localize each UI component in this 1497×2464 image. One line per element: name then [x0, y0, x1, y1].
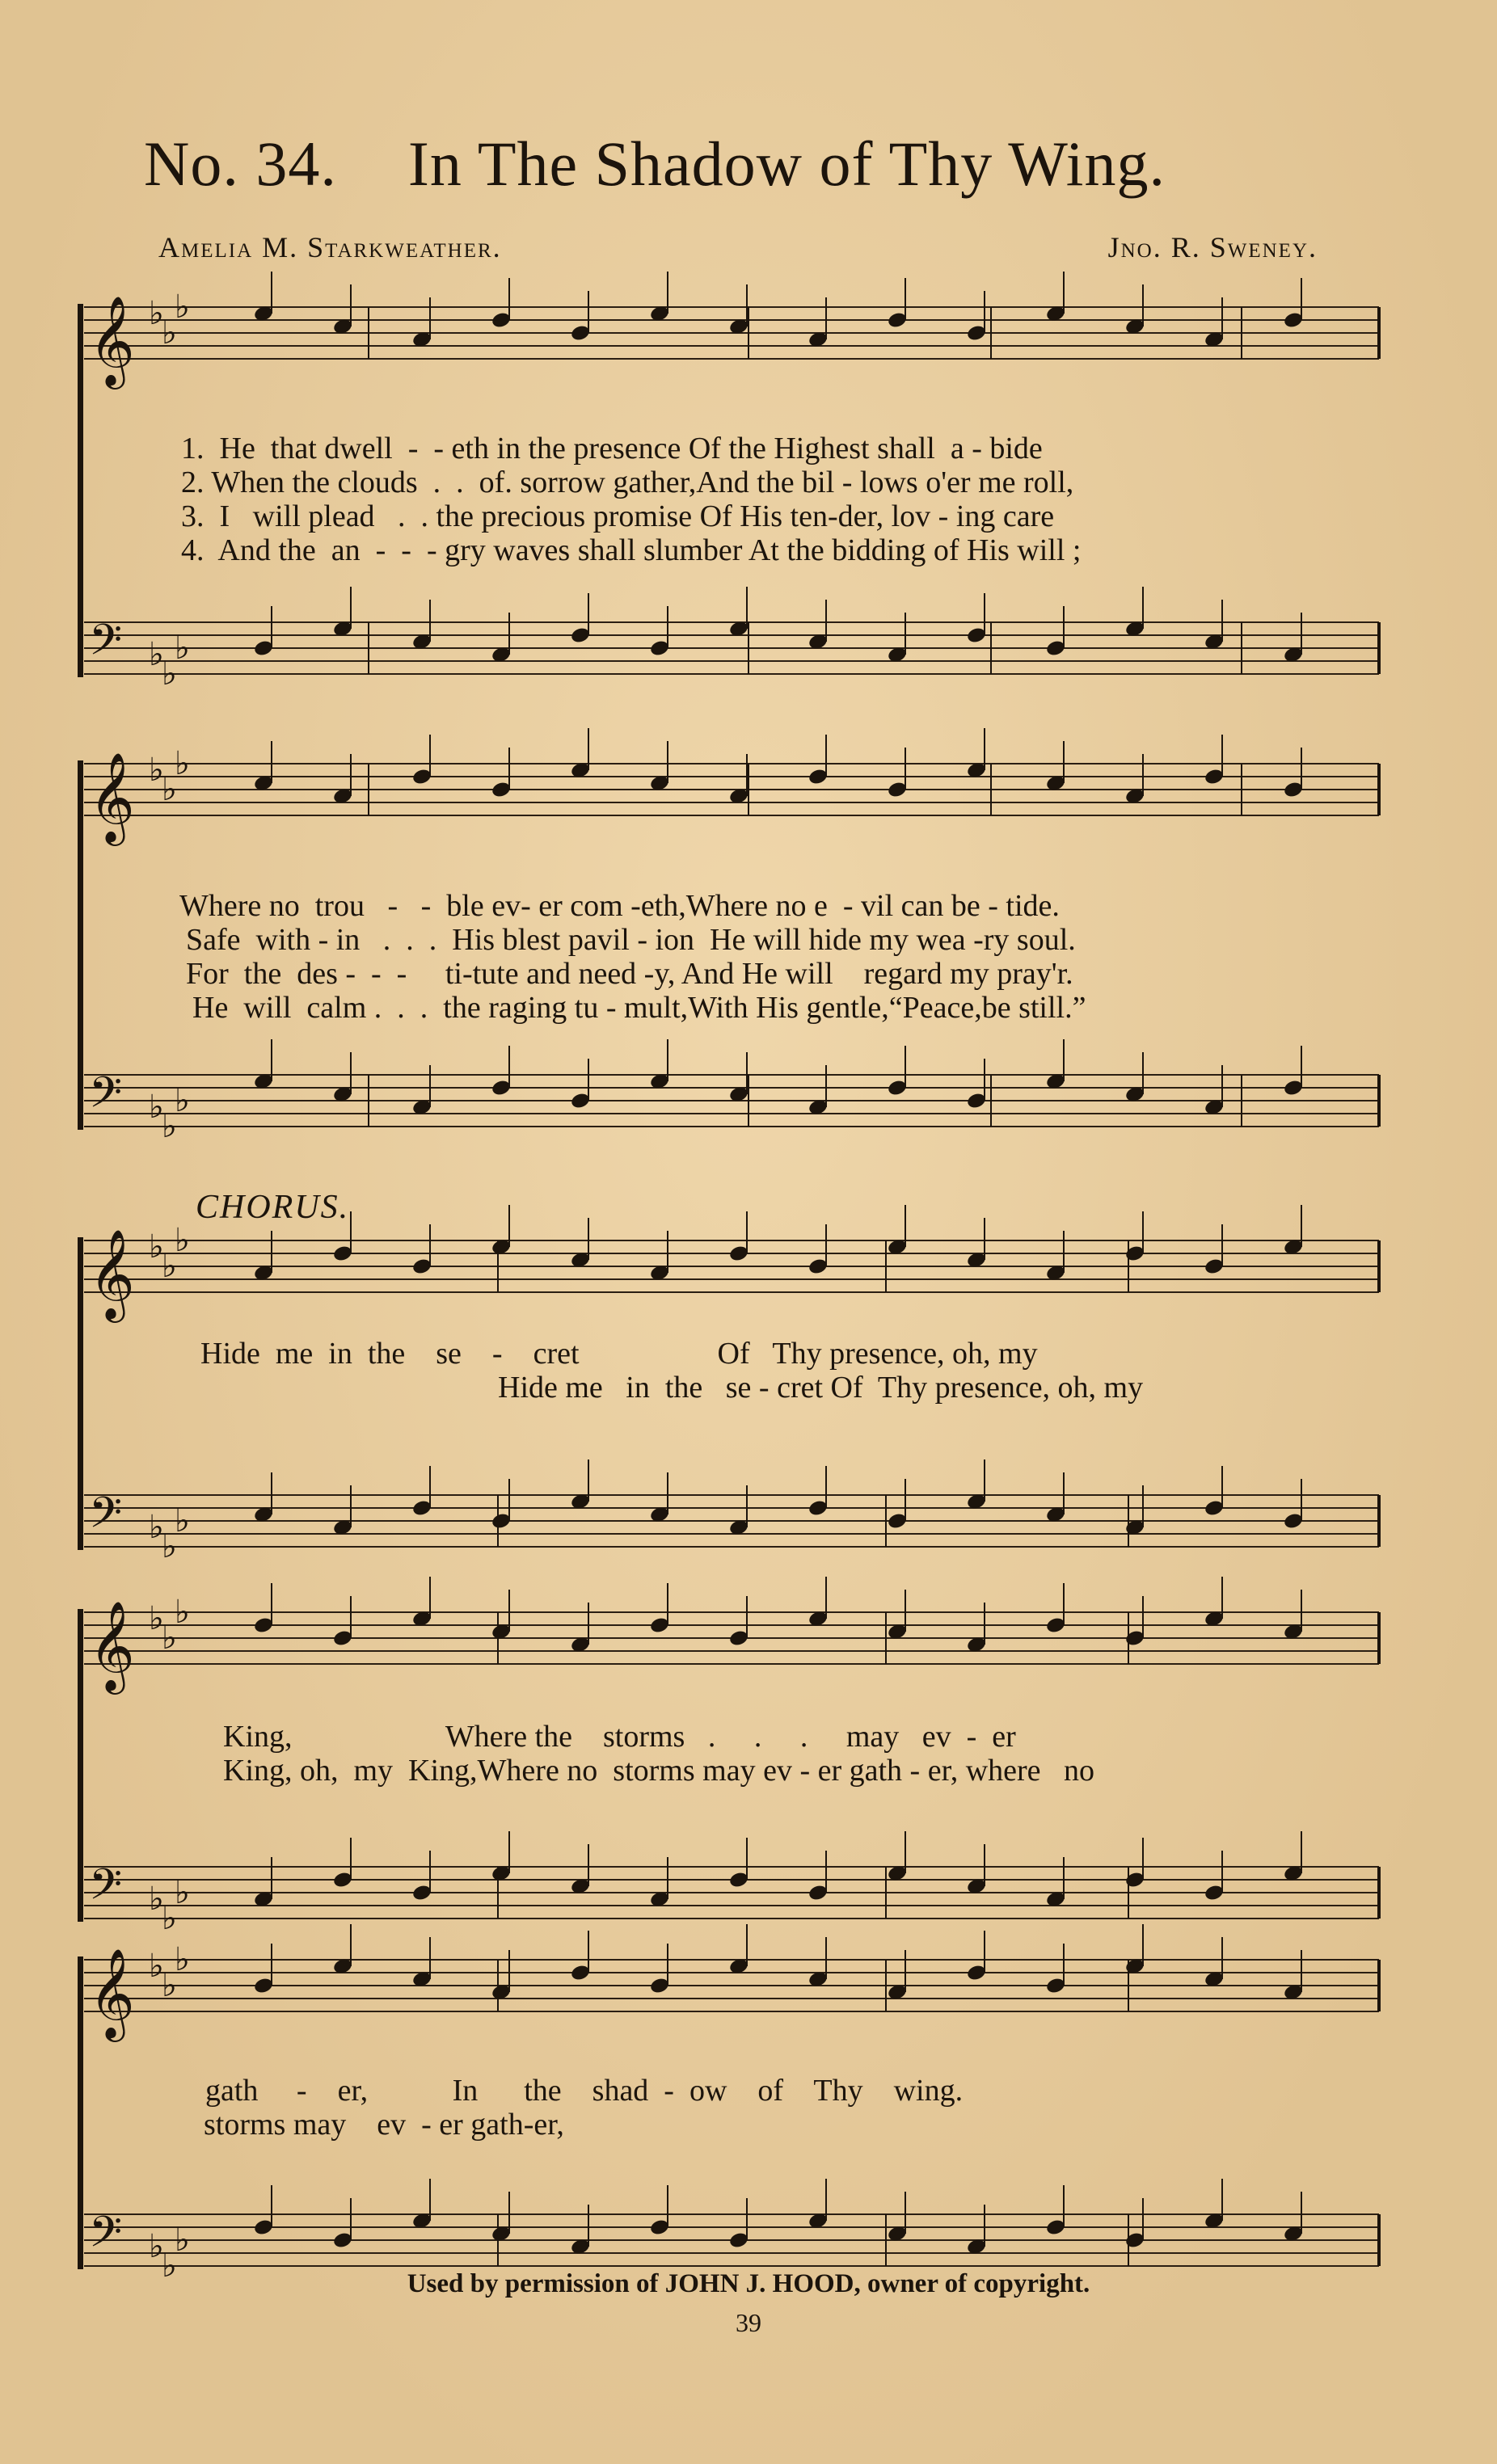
flat-icon: ♭ — [175, 1873, 190, 1911]
flat-icon: ♭ — [175, 1081, 190, 1119]
bass-clef-icon: 𝄢 — [89, 2208, 123, 2268]
bass-clef-icon: 𝄢 — [89, 1860, 123, 1920]
chorus-echo-2: King, oh, my King,Where no storms may ev - er gath - er, where no — [223, 1754, 1095, 1788]
hymn-title — [144, 128, 1166, 200]
flat-icon: ♭ — [149, 1228, 164, 1266]
hymn-number: No. 34. — [144, 128, 337, 199]
verse-line-4: 4. And the an - - - gry waves shall slumber At the bidding of His will ; — [181, 533, 1082, 567]
treble-clef-icon: 𝄞 — [89, 295, 135, 385]
flat-icon: ♭ — [162, 2247, 177, 2285]
flat-icon: ♭ — [162, 1899, 177, 1937]
chorus-lyric-1: Hide me in the se - cret Of Thy presence, oh, my — [200, 1337, 1038, 1371]
composer-credit: Jno. R. Sweney. — [1107, 231, 1318, 263]
flat-icon: ♭ — [162, 655, 177, 693]
verse-line-2: 2. When the clouds . . of. sorrow gather,And the bil - lows o'er me roll, — [181, 465, 1074, 499]
flat-icon: ♭ — [149, 1947, 164, 1985]
system-brace — [78, 760, 83, 1130]
treble-clef-icon: 𝄞 — [89, 1948, 135, 2038]
verse-line-5: Where no trou - - ble ev- er com -eth,Where no e - vil can be - tide. — [179, 889, 1060, 923]
flat-icon: ♭ — [149, 294, 164, 332]
flat-icon: ♭ — [162, 1619, 177, 1657]
verse-line-1: 1. He that dwell - - eth in the presence Of the Highest shall a - bide — [181, 432, 1043, 465]
verse-line-6: Safe with - in . . . His blest pavil - ion He will hide my wea -ry soul. — [186, 923, 1076, 957]
flat-icon: ♭ — [162, 1966, 177, 2004]
chorus-lyric-3: gath - er, In the shad - ow of Thy wing. — [205, 2074, 964, 2108]
treble-clef-icon: 𝄞 — [89, 1228, 135, 1319]
flat-icon: ♭ — [149, 635, 164, 673]
treble-clef-icon: 𝄞 — [89, 1600, 135, 1691]
page-number: 39 — [736, 2308, 761, 2337]
verse-line-7: For the des - - - ti-tute and need -y, And He will regard my pray'r. — [186, 957, 1073, 991]
chorus-echo-1: Hide me in the se - cret Of Thy presence, oh, my — [498, 1371, 1144, 1405]
flat-icon: ♭ — [162, 1107, 177, 1145]
hymn-title-text: In The Shadow of Thy Wing. — [407, 128, 1166, 199]
bass-clef-icon: 𝄢 — [89, 1489, 123, 1548]
flat-icon: ♭ — [175, 288, 190, 326]
chorus-echo-3: storms may ev - er gath-er, — [204, 2108, 564, 2142]
chorus-label: CHORUS. — [196, 1189, 350, 1226]
system-brace — [78, 1956, 83, 2269]
treble-clef-icon: 𝄞 — [89, 752, 135, 842]
flat-icon: ♭ — [175, 2221, 190, 2259]
flat-icon: ♭ — [149, 1508, 164, 1546]
flat-icon: ♭ — [175, 1221, 190, 1259]
flat-icon: ♭ — [162, 314, 177, 352]
system-brace — [78, 1609, 83, 1922]
flat-icon: ♭ — [175, 744, 190, 782]
flat-icon: ♭ — [149, 2227, 164, 2265]
flat-icon: ♭ — [175, 1502, 190, 1539]
flat-icon: ♭ — [149, 1088, 164, 1126]
flat-icon: ♭ — [149, 1599, 164, 1637]
flat-icon: ♭ — [149, 1880, 164, 1918]
flat-icon: ♭ — [175, 1593, 190, 1631]
flat-icon: ♭ — [162, 770, 177, 808]
flat-icon: ♭ — [175, 629, 190, 667]
flat-icon: ♭ — [149, 751, 164, 789]
bass-clef-icon: 𝄢 — [89, 1068, 123, 1128]
copyright-notice: Used by permission of JOHN J. HOOD, owner of copyright. — [407, 2269, 1090, 2298]
flat-icon: ♭ — [162, 1247, 177, 1285]
chorus-lyric-2: King, Where the storms . . . may ev - er — [223, 1720, 1016, 1754]
flat-icon: ♭ — [175, 1940, 190, 1978]
system-brace — [78, 1237, 83, 1550]
verse-line-3: 3. I will plead . . the precious promise Of His ten-der, lov - ing care — [181, 499, 1055, 533]
system-brace — [78, 304, 83, 677]
verse-line-8: He will calm . . . the raging tu - mult,With His gentle,“Peace,be still.” — [192, 991, 1086, 1025]
bass-clef-icon: 𝄢 — [89, 616, 123, 676]
flat-icon: ♭ — [162, 1527, 177, 1565]
author-credit: Amelia M. Starkweather. — [158, 231, 502, 263]
